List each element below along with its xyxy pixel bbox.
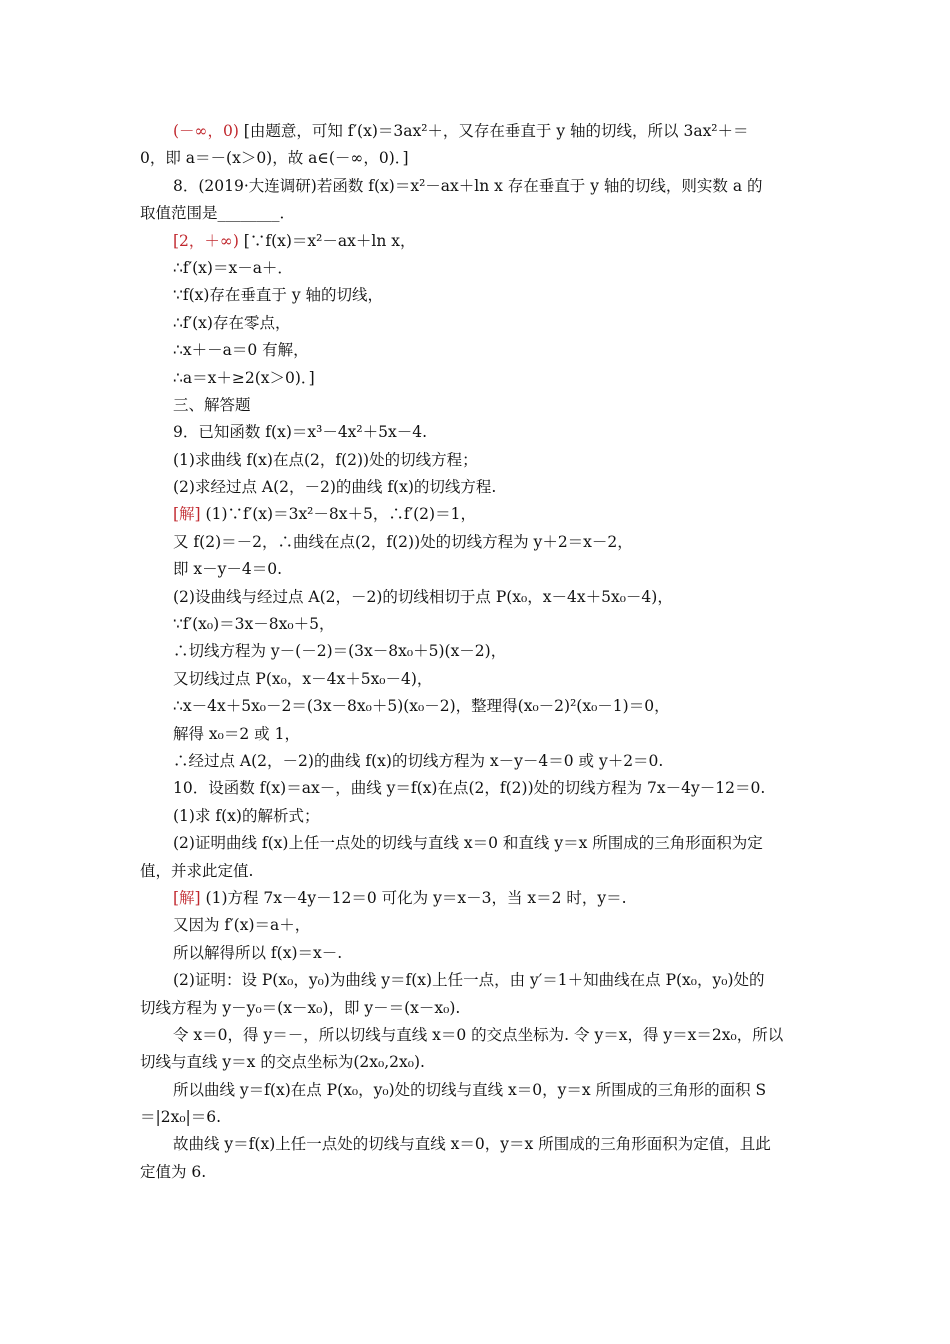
line-text: 0，即 a＝－(x＞0)，故 a∈(－∞，0)．]	[140, 149, 409, 168]
line-text: 8．(2019·大连调研)若函数 f(x)＝x²－ax＋ln x 存在垂直于 y 轴的切线，则实数 a 的	[173, 176, 763, 195]
line-text: (2)证明：设 P(x₀，y₀)为曲线 y＝f(x)上任一点，由 y′＝1＋知曲线在点 P(x₀，y₀)处的	[173, 971, 765, 990]
line-text: (1)方程 7x－4y－12＝0 可化为 y＝x－3，当 x＝2 时，y＝.	[200, 888, 627, 907]
text-line	[140, 912, 820, 939]
text-line	[140, 556, 820, 583]
text-line	[140, 693, 820, 720]
line-text: 又 f(2)＝－2，∴曲线在点(2，f(2))处的切线方程为 y＋2＝x－2，	[173, 532, 633, 551]
line-text: ∴f′(x)＝x－a＋．	[173, 258, 293, 277]
text-line	[140, 145, 820, 172]
line-text: [由题意，可知 f′(x)＝3ax²＋，又存在垂直于 y 轴的切线，所以 3ax²＋＝	[238, 122, 749, 140]
text-line	[140, 721, 820, 748]
text-line	[140, 967, 820, 994]
line-text: 切线方程为 y－y₀＝(x－x₀)，即 y－＝(x－x₀).	[140, 998, 461, 1017]
text-line	[140, 1077, 820, 1104]
text-line	[140, 858, 820, 885]
text-line	[140, 529, 820, 556]
line-text: [∵f(x)＝x²－ax＋ln x，	[238, 231, 416, 250]
line-text: (2)求经过点 A(2，－2)的曲线 f(x)的切线方程.	[173, 478, 497, 497]
answer-highlight: [2，＋∞)	[173, 231, 239, 250]
text-line	[140, 365, 820, 392]
line-text: ＝|2x₀|＝6.	[140, 1108, 222, 1127]
line-text: (1)∵f′(x)＝3x²－8x＋5，∴f′(2)＝1，	[200, 505, 476, 524]
text-line	[140, 775, 820, 802]
text-line	[140, 1049, 820, 1076]
text-line	[140, 1131, 820, 1158]
line-text: ∴f′(x)存在零点，	[173, 313, 291, 332]
text-line	[140, 501, 820, 528]
text-line	[140, 447, 820, 474]
line-text: 故曲线 y＝f(x)上任一点处的切线与直线 x＝0，y＝x 所围成的三角形面积为定值，且此	[173, 1135, 771, 1154]
text-line	[140, 1159, 820, 1186]
line-text: ∴切线方程为 y－(－2)＝(3x－8x₀＋5)(x－2)，	[173, 642, 507, 661]
line-text: 令 x＝0，得 y＝－，所以切线与直线 x＝0 的交点坐标为. 令 y＝x，得 y＝x＝2x₀，所以	[173, 1025, 784, 1044]
line-text: 取值范围是________．	[140, 204, 296, 223]
line-text: 三、解答题	[173, 395, 251, 414]
text-line	[140, 282, 820, 309]
line-text: 定值为 6.	[140, 1162, 207, 1181]
text-line	[140, 611, 820, 638]
text-line	[140, 638, 820, 665]
text-line	[140, 1022, 820, 1049]
text-line	[140, 995, 820, 1022]
line-text: ∵f(x)存在垂直于 y 轴的切线，	[173, 286, 384, 305]
answer-highlight: (－∞，0)	[173, 122, 239, 140]
answer-highlight: [解]	[173, 888, 201, 907]
text-line	[140, 803, 820, 830]
line-text: (1)求曲线 f(x)在点(2，f(2))处的切线方程；	[173, 450, 478, 469]
line-text: 10．设函数 f(x)＝ax－，曲线 y＝f(x)在点(2，f(2))处的切线方程为 7x－4y－12＝0.	[173, 779, 766, 798]
line-text: 所以解得所以 f(x)＝x－.	[173, 943, 343, 962]
line-text: ∴x＋－a＝0 有解，	[173, 341, 309, 360]
line-text: (2)设曲线与经过点 A(2，－2)的切线相切于点 P(x₀，x－4x＋5x₀－4)，	[173, 587, 673, 606]
text-line	[140, 419, 820, 446]
answer-highlight: [解]	[173, 505, 201, 524]
text-line	[140, 255, 820, 282]
line-text: 又因为 f′(x)＝a＋，	[173, 916, 311, 935]
text-line	[140, 200, 820, 227]
line-text: (2)证明曲线 f(x)上任一点处的切线与直线 x＝0 和直线 y＝x 所围成的三角形面积为定	[173, 834, 763, 853]
text-line	[140, 474, 820, 501]
line-text: 切线与直线 y＝x 的交点坐标为(2x₀,2x₀).	[140, 1053, 425, 1072]
text-line	[140, 1104, 820, 1131]
line-text: (1)求 f(x)的解析式；	[173, 806, 320, 825]
line-text: 解得 x₀＝2 或 1，	[173, 724, 300, 743]
text-line	[140, 118, 820, 145]
text-line	[140, 830, 820, 857]
text-line	[140, 584, 820, 611]
line-text: ∴经过点 A(2，－2)的曲线 f(x)的切线方程为 x－y－4＝0 或 y＋2＝0.	[173, 751, 664, 770]
text-line	[140, 228, 820, 255]
line-text: 即 x－y－4＝0.	[173, 560, 283, 579]
text-line	[140, 337, 820, 364]
text-line	[140, 310, 820, 337]
line-text: 所以曲线 y＝f(x)在点 P(x₀，y₀)处的切线与直线 x＝0，y＝x 所围成的三角形的面积 S	[173, 1080, 767, 1099]
text-line	[140, 940, 820, 967]
line-text: ∴x－4x＋5x₀－2＝(3x－8x₀＋5)(x₀－2)，整理得(x₀－2)²(x₀－1)＝0，	[173, 697, 670, 716]
text-line	[140, 885, 820, 912]
line-text: ∴a＝x＋≥2(x＞0)．]	[173, 368, 315, 387]
document-page	[140, 118, 820, 1186]
line-text: ∵f′(x₀)＝3x－8x₀＋5，	[173, 615, 335, 634]
line-text: 9．已知函数 f(x)＝x³－4x²＋5x－4.	[173, 423, 428, 442]
line-text: 值，并求此定值.	[140, 861, 254, 880]
text-line	[140, 748, 820, 775]
line-text: 又切线过点 P(x₀，x－4x＋5x₀－4)，	[173, 669, 433, 688]
text-line	[140, 392, 820, 419]
text-line	[140, 666, 820, 693]
text-line	[140, 173, 820, 200]
